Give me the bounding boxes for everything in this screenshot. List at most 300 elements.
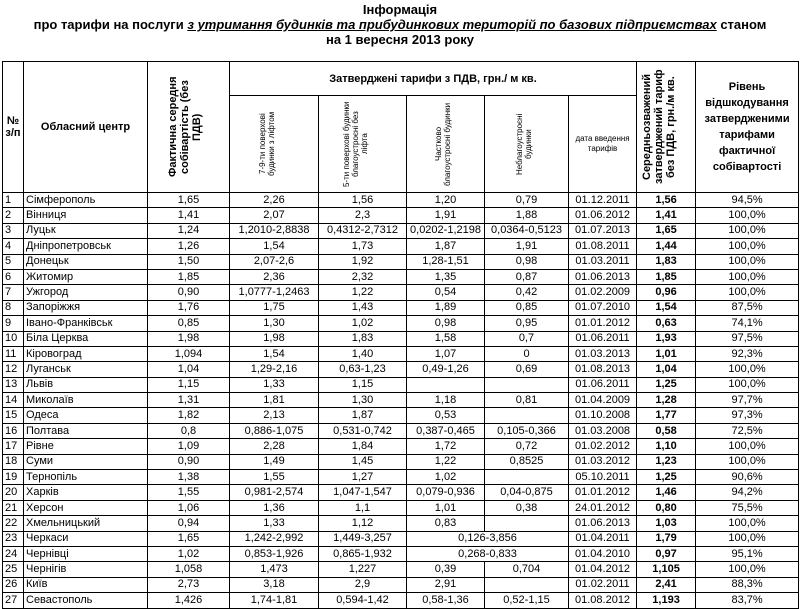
table-row [3, 239, 799, 254]
title-line-1: Інформація [362, 2, 438, 17]
cell-t1: 1,74-1,81 [230, 593, 319, 608]
cell-t2: 0,4312-2,7312 [319, 223, 407, 238]
table-row [3, 500, 799, 515]
cell-avg: 0,58 [637, 423, 696, 438]
cell-t2: 1,92 [319, 254, 407, 269]
cell-t2: 1,83 [319, 331, 407, 346]
cell-n: 10 [3, 331, 24, 346]
cell-avg: 1,10 [637, 439, 696, 454]
cell-city: Ужгород [24, 285, 148, 300]
cell-avg: 0,80 [637, 500, 696, 515]
cell-city: Донецьк [24, 254, 148, 269]
cell-date: 01.06.2012 [569, 208, 637, 223]
header-actual-cost-text: Фактична середня собівартість (без ПДВ) [166, 76, 203, 178]
header-level: Рівень відшкодування затвердженими тарифами фактичної собівартості [696, 62, 799, 193]
cell-avg: 1,93 [637, 331, 696, 346]
cell-date: 01.12.2011 [569, 193, 637, 208]
cell-t2: 1,45 [319, 454, 407, 469]
cell-avg: 1,65 [637, 223, 696, 238]
cell-cost: 1,15 [148, 377, 230, 392]
table-row [3, 593, 799, 608]
cell-cost: 0,85 [148, 316, 230, 331]
cell-date: 01.04.2011 [569, 531, 637, 546]
cell-lvl: 97,5% [696, 331, 799, 346]
cell-t3: 0,53 [407, 408, 485, 423]
cell-date: 01.01.2012 [569, 316, 637, 331]
cell-cost: 1,85 [148, 269, 230, 284]
cell-lvl: 95,1% [696, 546, 799, 561]
cell-n: 17 [3, 439, 24, 454]
cell-cost: 1,09 [148, 439, 230, 454]
cell-t2: 1,02 [319, 316, 407, 331]
table-row [3, 331, 799, 346]
cell-t4: 0,85 [485, 300, 569, 315]
cell-lvl: 83,7% [696, 593, 799, 608]
cell-cost: 1,094 [148, 346, 230, 361]
table-row [3, 408, 799, 423]
cell-lvl: 100,0% [696, 223, 799, 238]
cell-date: 01.01.2012 [569, 485, 637, 500]
cell-lvl: 100,0% [696, 439, 799, 454]
cell-t2: 2,9 [319, 577, 407, 592]
cell-t1: 2,13 [230, 408, 319, 423]
cell-lvl: 100,0% [696, 285, 799, 300]
cell-t4: 0,04-0,875 [485, 485, 569, 500]
cell-date: 01.03.2011 [569, 254, 637, 269]
cell-lvl: 100,0% [696, 531, 799, 546]
cell-t3: 1,87 [407, 239, 485, 254]
cell-t2: 2,32 [319, 269, 407, 284]
cell-city: Запоріжжя [24, 300, 148, 315]
cell-t1: 1,75 [230, 300, 319, 315]
header-sub-no-lift [319, 96, 407, 193]
cell-t4: 0,98 [485, 254, 569, 269]
cell-avg: 1,28 [637, 393, 696, 408]
cell-t3 [407, 377, 485, 392]
cell-t4: 0,7 [485, 331, 569, 346]
cell-cost: 0,94 [148, 516, 230, 531]
cell-t4 [485, 377, 569, 392]
cell-t3: 0,54 [407, 285, 485, 300]
cell-t1: 1,0777-1,2463 [230, 285, 319, 300]
cell-avg: 1,41 [637, 208, 696, 223]
cell-avg: 1,46 [637, 485, 696, 500]
cell-date: 01.08.2011 [569, 239, 637, 254]
table-row [3, 439, 799, 454]
cell-t1: 1,98 [230, 331, 319, 346]
cell-city: Рівне [24, 439, 148, 454]
table-body [3, 193, 799, 609]
cell-city: Луганськ [24, 362, 148, 377]
cell-n: 14 [3, 393, 24, 408]
cell-t4: 0,0364-0,5123 [485, 223, 569, 238]
cell-avg: 1,83 [637, 254, 696, 269]
cell-lvl: 100,0% [696, 362, 799, 377]
table-row [3, 454, 799, 469]
cell-avg: 1,44 [637, 239, 696, 254]
cell-t3: 1,22 [407, 454, 485, 469]
cell-t1: 1,29-2,16 [230, 362, 319, 377]
cell-n: 19 [3, 470, 24, 485]
cell-lvl: 94,2% [696, 485, 799, 500]
cell-lvl: 97,7% [696, 393, 799, 408]
cell-n: 21 [3, 500, 24, 515]
table-row [3, 577, 799, 592]
header-sub-partial-text: Частково благоустроєні будинки [433, 102, 452, 186]
cell-date: 01.02.2012 [569, 439, 637, 454]
cell-city: Херсон [24, 500, 148, 515]
cell-t2: 1,30 [319, 393, 407, 408]
cell-t2: 1,1 [319, 500, 407, 515]
cell-avg: 1,105 [637, 562, 696, 577]
cell-t4: 0,81 [485, 393, 569, 408]
cell-t2: 1,43 [319, 300, 407, 315]
cell-city: Київ [24, 577, 148, 592]
cell-t2: 1,84 [319, 439, 407, 454]
cell-t4 [485, 408, 569, 423]
cell-date: 01.02.2011 [569, 577, 637, 592]
cell-avg: 1,23 [637, 454, 696, 469]
cell-avg: 1,77 [637, 408, 696, 423]
cell-t2: 1,73 [319, 239, 407, 254]
cell-city: Одеса [24, 408, 148, 423]
table-row [3, 346, 799, 361]
cell-cost: 1,65 [148, 193, 230, 208]
title-line-2-suffix: станом [716, 17, 767, 32]
cell-city: Луцьк [24, 223, 148, 238]
cell-n: 18 [3, 454, 24, 469]
table-row [3, 208, 799, 223]
header-center: Обласний центр [24, 62, 148, 193]
cell-t1: 1,81 [230, 393, 319, 408]
table-row [3, 423, 799, 438]
cell-t3: 1,07 [407, 346, 485, 361]
cell-date: 01.03.2008 [569, 423, 637, 438]
cell-t1: 1,36 [230, 500, 319, 515]
cell-date: 01.07.2013 [569, 223, 637, 238]
cell-avg: 0,63 [637, 316, 696, 331]
cell-t4: 1,91 [485, 239, 569, 254]
table-row [3, 516, 799, 531]
cell-t2: 0,531-0,742 [319, 423, 407, 438]
cell-t3: 0,079-0,936 [407, 485, 485, 500]
table-row [3, 223, 799, 238]
cell-lvl: 74,1% [696, 316, 799, 331]
cell-city: Черкаси [24, 531, 148, 546]
cell-t34: 0,268-0,833 [407, 546, 569, 561]
cell-t3: 1,72 [407, 439, 485, 454]
title-line-2-underlined: з утримання будинків та прибудинкових територій по базових підприємствах [187, 17, 717, 32]
cell-t4: 0,8525 [485, 454, 569, 469]
header-sub-no-lift-text: 5-ти поверхові будинки благоустроєні без ліфта [341, 101, 369, 187]
cell-t1: 0,853-1,926 [230, 546, 319, 561]
cell-t1: 1,55 [230, 470, 319, 485]
cell-t4: 0,95 [485, 316, 569, 331]
cell-lvl: 100,0% [696, 208, 799, 223]
cell-t1: 1,54 [230, 239, 319, 254]
cell-city: Вінниця [24, 208, 148, 223]
cell-t3: 0,0202-1,2198 [407, 223, 485, 238]
cell-t4 [485, 470, 569, 485]
cell-n: 1 [3, 193, 24, 208]
cell-city: Миколаїв [24, 393, 148, 408]
cell-lvl: 100,0% [696, 516, 799, 531]
cell-t4: 0,704 [485, 562, 569, 577]
cell-t3: 2,91 [407, 577, 485, 592]
table-row [3, 485, 799, 500]
cell-city: Тернопіль [24, 470, 148, 485]
table-row [3, 377, 799, 392]
cell-t4: 0,79 [485, 193, 569, 208]
cell-city: Сімферополь [24, 193, 148, 208]
cell-t4: 0,42 [485, 285, 569, 300]
cell-t1: 2,36 [230, 269, 319, 284]
cell-t1: 2,28 [230, 439, 319, 454]
cell-t1: 1,473 [230, 562, 319, 577]
cell-date: 01.04.2010 [569, 546, 637, 561]
cell-avg: 1,03 [637, 516, 696, 531]
cell-city: Харків [24, 485, 148, 500]
cell-t4: 0 [485, 346, 569, 361]
cell-avg: 1,54 [637, 300, 696, 315]
cell-n: 3 [3, 223, 24, 238]
cell-t2: 0,865-1,932 [319, 546, 407, 561]
cell-t4: 0,52-1,15 [485, 593, 569, 608]
cell-lvl: 90,6% [696, 470, 799, 485]
cell-t2: 1,27 [319, 470, 407, 485]
cell-lvl: 100,0% [696, 254, 799, 269]
cell-n: 24 [3, 546, 24, 561]
header-weighted-text: Середньозважений затверджений тариф без ПДВ, грн./м кв. [641, 69, 678, 185]
table-row [3, 269, 799, 284]
cell-t3: 1,89 [407, 300, 485, 315]
cell-n: 23 [3, 531, 24, 546]
cell-t1: 2,26 [230, 193, 319, 208]
cell-n: 16 [3, 423, 24, 438]
cell-city: Івано-Франківськ [24, 316, 148, 331]
cell-t1: 1,30 [230, 316, 319, 331]
cell-avg: 1,04 [637, 362, 696, 377]
cell-n: 25 [3, 562, 24, 577]
cell-city: Севастополь [24, 593, 148, 608]
cell-city: Кіровоград [24, 346, 148, 361]
cell-lvl: 100,0% [696, 269, 799, 284]
header-sub-lift [230, 96, 319, 193]
cell-city: Чернігів [24, 562, 148, 577]
cell-n: 5 [3, 254, 24, 269]
cell-n: 6 [3, 269, 24, 284]
table-row [3, 300, 799, 315]
tariffs-table [2, 61, 799, 609]
cell-city: Львів [24, 377, 148, 392]
header-actual-cost [148, 62, 230, 193]
cell-t2: 1,22 [319, 285, 407, 300]
cell-t2: 1,449-3,257 [319, 531, 407, 546]
cell-t1: 0,886-1,075 [230, 423, 319, 438]
cell-cost: 1,24 [148, 223, 230, 238]
cell-date: 01.08.2013 [569, 362, 637, 377]
cell-cost: 0,90 [148, 454, 230, 469]
cell-t2: 0,594-1,42 [319, 593, 407, 608]
cell-date: 01.04.2009 [569, 393, 637, 408]
document-title [0, 0, 800, 47]
cell-avg: 1,01 [637, 346, 696, 361]
cell-t2: 0,63-1,23 [319, 362, 407, 377]
cell-n: 15 [3, 408, 24, 423]
cell-n: 4 [3, 239, 24, 254]
cell-avg: 1,193 [637, 593, 696, 608]
cell-date: 01.02.2009 [569, 285, 637, 300]
cell-t1: 1,49 [230, 454, 319, 469]
header-sub-none-text: Неблагоустроєні будинки [514, 113, 533, 175]
cell-lvl: 87,5% [696, 300, 799, 315]
cell-t4: 0,72 [485, 439, 569, 454]
cell-avg: 0,97 [637, 546, 696, 561]
cell-t2: 1,40 [319, 346, 407, 361]
cell-t3: 1,18 [407, 393, 485, 408]
cell-cost: 1,65 [148, 531, 230, 546]
cell-t2: 1,227 [319, 562, 407, 577]
cell-n: 12 [3, 362, 24, 377]
cell-city: Полтава [24, 423, 148, 438]
cell-lvl: 92,3% [696, 346, 799, 361]
cell-t1: 2,07 [230, 208, 319, 223]
cell-t1: 2,07-2,6 [230, 254, 319, 269]
title-line-2-prefix: про тарифи на послуги [33, 17, 188, 32]
cell-avg: 1,79 [637, 531, 696, 546]
header-sub-lift-text: 7-9-ти поверхові будинки з ліфтом [258, 111, 276, 177]
cell-cost: 1,55 [148, 485, 230, 500]
cell-cost: 0,90 [148, 285, 230, 300]
cell-n: 13 [3, 377, 24, 392]
table-row [3, 531, 799, 546]
cell-t1: 1,33 [230, 516, 319, 531]
cell-avg: 1,56 [637, 193, 696, 208]
cell-cost: 0,8 [148, 423, 230, 438]
cell-t34: 0,126-3,856 [407, 531, 569, 546]
header-sub-partial [407, 96, 485, 193]
cell-t3: 1,02 [407, 470, 485, 485]
title-line-2 [0, 17, 800, 32]
table-row [3, 546, 799, 561]
cell-cost: 1,26 [148, 239, 230, 254]
cell-t4: 0,38 [485, 500, 569, 515]
cell-cost: 1,38 [148, 470, 230, 485]
cell-cost: 1,31 [148, 393, 230, 408]
cell-t2: 1,56 [319, 193, 407, 208]
cell-date: 05.10.2011 [569, 470, 637, 485]
table-row [3, 562, 799, 577]
cell-n: 22 [3, 516, 24, 531]
cell-t4 [485, 577, 569, 592]
cell-t1: 1,33 [230, 377, 319, 392]
cell-city: Житомир [24, 269, 148, 284]
cell-date: 01.10.2008 [569, 408, 637, 423]
cell-t4: 0,69 [485, 362, 569, 377]
cell-city: Дніпропетровськ [24, 239, 148, 254]
table-row [3, 470, 799, 485]
cell-t3: 0,39 [407, 562, 485, 577]
table-row [3, 285, 799, 300]
cell-n: 11 [3, 346, 24, 361]
cell-n: 7 [3, 285, 24, 300]
cell-date: 01.07.2010 [569, 300, 637, 315]
cell-lvl: 100,0% [696, 377, 799, 392]
cell-t2: 1,047-1,547 [319, 485, 407, 500]
cell-lvl: 72,5% [696, 423, 799, 438]
cell-t3: 1,91 [407, 208, 485, 223]
cell-t4: 0,87 [485, 269, 569, 284]
cell-t3: 1,58 [407, 331, 485, 346]
cell-cost: 1,50 [148, 254, 230, 269]
cell-city: Біла Церква [24, 331, 148, 346]
cell-cost: 1,82 [148, 408, 230, 423]
cell-t3: 1,20 [407, 193, 485, 208]
cell-cost: 1,058 [148, 562, 230, 577]
cell-lvl: 97,3% [696, 408, 799, 423]
cell-city: Хмельницький [24, 516, 148, 531]
cell-t4: 0,105-0,366 [485, 423, 569, 438]
cell-date: 01.06.2011 [569, 377, 637, 392]
header-date: дата введення тарифів [569, 96, 637, 193]
cell-lvl: 100,0% [696, 239, 799, 254]
cell-date: 01.04.2012 [569, 562, 637, 577]
cell-t1: 1,54 [230, 346, 319, 361]
cell-t1: 3,18 [230, 577, 319, 592]
cell-t3: 0,387-0,465 [407, 423, 485, 438]
table-row [3, 193, 799, 208]
cell-date: 01.06.2013 [569, 269, 637, 284]
cell-avg: 1,25 [637, 377, 696, 392]
cell-cost: 1,98 [148, 331, 230, 346]
cell-t4 [485, 516, 569, 531]
cell-t2: 1,12 [319, 516, 407, 531]
cell-avg: 1,25 [637, 470, 696, 485]
cell-n: 8 [3, 300, 24, 315]
cell-date: 01.03.2013 [569, 346, 637, 361]
cell-avg: 1,85 [637, 269, 696, 284]
cell-t2: 1,15 [319, 377, 407, 392]
cell-lvl: 100,0% [696, 454, 799, 469]
cell-t3: 0,58-1,36 [407, 593, 485, 608]
table-row [3, 254, 799, 269]
table-row [3, 362, 799, 377]
header-approved-group: Затверджені тарифи з ПДВ, грн./ м кв. [230, 62, 637, 96]
cell-t2: 1,87 [319, 408, 407, 423]
cell-date: 01.08.2012 [569, 593, 637, 608]
cell-date: 01.06.2013 [569, 516, 637, 531]
cell-t1: 1,2010-2,8838 [230, 223, 319, 238]
header-sub-none [485, 96, 569, 193]
cell-t3: 0,49-1,26 [407, 362, 485, 377]
cell-lvl: 94,5% [696, 193, 799, 208]
cell-n: 26 [3, 577, 24, 592]
table-row [3, 393, 799, 408]
cell-n: 2 [3, 208, 24, 223]
cell-t3: 1,35 [407, 269, 485, 284]
cell-city: Суми [24, 454, 148, 469]
cell-cost: 1,06 [148, 500, 230, 515]
cell-cost: 2,73 [148, 577, 230, 592]
cell-city: Чернівці [24, 546, 148, 561]
cell-lvl: 88,3% [696, 577, 799, 592]
title-line-3: на 1 вересня 2013 року [325, 32, 474, 47]
cell-n: 27 [3, 593, 24, 608]
cell-lvl: 75,5% [696, 500, 799, 515]
table-row [3, 316, 799, 331]
cell-lvl: 100,0% [696, 562, 799, 577]
cell-cost: 1,02 [148, 546, 230, 561]
